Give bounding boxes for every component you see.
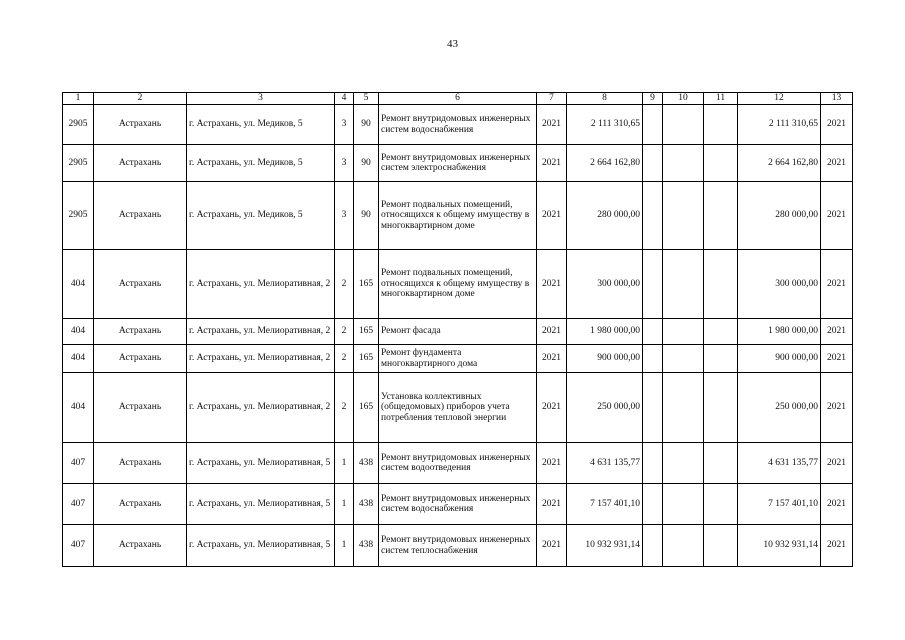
total-cell: 1 980 000,00 — [738, 319, 821, 345]
year-cell: 2021 — [537, 250, 567, 319]
area-cell: 165 — [354, 373, 379, 443]
cost-cell: 10 932 931,14 — [567, 525, 643, 567]
work-type-cell: Установка коллективных (общедомовых) приборов учета потребления тепловой энергии — [379, 373, 537, 443]
address-cell: г. Астрахань, ул. Мелиоративная, 5 — [187, 525, 335, 567]
completion-year-cell: 2021 — [821, 373, 853, 443]
record-id-cell: 404 — [63, 250, 94, 319]
year-cell: 2021 — [537, 484, 567, 525]
address-cell: г. Астрахань, ул. Медиков, 5 — [187, 182, 335, 250]
empty-cell — [663, 443, 704, 484]
municipality-cell: Астрахань — [94, 525, 187, 567]
year-cell: 2021 — [537, 345, 567, 373]
area-cell: 165 — [354, 319, 379, 345]
column-header: 13 — [821, 93, 853, 105]
total-cell: 280 000,00 — [738, 182, 821, 250]
municipality-cell: Астрахань — [94, 443, 187, 484]
table-row — [63, 345, 853, 373]
work-type-cell: Ремонт внутридомовых инженерных систем теплоснабжения — [379, 525, 537, 567]
column-header: 2 — [94, 93, 187, 105]
empty-cell — [704, 182, 738, 250]
completion-year-cell: 2021 — [821, 319, 853, 345]
empty-cell — [704, 525, 738, 567]
address-cell: г. Астрахань, ул. Мелиоративная, 5 — [187, 484, 335, 525]
address-cell: г. Астрахань, ул. Мелиоративная, 2 — [187, 319, 335, 345]
empty-cell — [663, 373, 704, 443]
address-cell: г. Астрахань, ул. Мелиоративная, 2 — [187, 373, 335, 443]
floors-cell: 1 — [335, 525, 354, 567]
completion-year-cell: 2021 — [821, 484, 853, 525]
completion-year-cell: 2021 — [821, 250, 853, 319]
year-cell: 2021 — [537, 319, 567, 345]
floors-cell: 2 — [335, 250, 354, 319]
empty-cell — [704, 484, 738, 525]
column-header: 7 — [537, 93, 567, 105]
completion-year-cell: 2021 — [821, 182, 853, 250]
total-cell: 900 000,00 — [738, 345, 821, 373]
work-type-cell: Ремонт фасада — [379, 319, 537, 345]
municipality-cell: Астрахань — [94, 319, 187, 345]
record-id-cell: 407 — [63, 484, 94, 525]
work-type-cell: Ремонт подвальных помещений, относящихся к общему имуществу в многоквартирном доме — [379, 182, 537, 250]
cost-cell: 4 631 135,77 — [567, 443, 643, 484]
completion-year-cell: 2021 — [821, 105, 853, 145]
floors-cell: 2 — [335, 345, 354, 373]
completion-year-cell: 2021 — [821, 345, 853, 373]
completion-year-cell: 2021 — [821, 443, 853, 484]
record-id-cell: 407 — [63, 525, 94, 567]
empty-cell — [704, 443, 738, 484]
record-id-cell: 404 — [63, 319, 94, 345]
empty-cell — [704, 319, 738, 345]
floors-cell: 3 — [335, 182, 354, 250]
table-row — [63, 484, 853, 525]
year-cell: 2021 — [537, 443, 567, 484]
area-cell: 165 — [354, 250, 379, 319]
empty-cell — [663, 345, 704, 373]
cost-cell: 7 157 401,10 — [567, 484, 643, 525]
floors-cell: 1 — [335, 484, 354, 525]
column-header: 5 — [354, 93, 379, 105]
table-row — [63, 182, 853, 250]
total-cell: 7 157 401,10 — [738, 484, 821, 525]
work-type-cell: Ремонт внутридомовых инженерных систем электроснабжения — [379, 145, 537, 182]
empty-cell — [643, 345, 663, 373]
empty-cell — [704, 145, 738, 182]
floors-cell: 2 — [335, 373, 354, 443]
empty-cell — [643, 484, 663, 525]
table-row — [63, 250, 853, 319]
column-header: 3 — [187, 93, 335, 105]
column-header: 10 — [663, 93, 704, 105]
record-id-cell: 2905 — [63, 182, 94, 250]
area-cell: 438 — [354, 443, 379, 484]
table-row — [63, 373, 853, 443]
table-row — [63, 525, 853, 567]
page-number: 43 — [447, 38, 458, 50]
floors-cell: 2 — [335, 319, 354, 345]
cost-cell: 900 000,00 — [567, 345, 643, 373]
table-row — [63, 145, 853, 182]
area-cell: 90 — [354, 145, 379, 182]
empty-cell — [643, 525, 663, 567]
work-type-cell: Ремонт подвальных помещений, относящихся к общему имуществу в многоквартирном доме — [379, 250, 537, 319]
record-id-cell: 407 — [63, 443, 94, 484]
total-cell: 250 000,00 — [738, 373, 821, 443]
area-cell: 438 — [354, 525, 379, 567]
empty-cell — [663, 525, 704, 567]
column-header: 8 — [567, 93, 643, 105]
floors-cell: 3 — [335, 145, 354, 182]
address-cell: г. Астрахань, ул. Мелиоративная, 5 — [187, 443, 335, 484]
municipality-cell: Астрахань — [94, 345, 187, 373]
empty-cell — [643, 182, 663, 250]
work-type-cell: Ремонт фундамента многоквартирного дома — [379, 345, 537, 373]
work-type-cell: Ремонт внутридомовых инженерных систем водоснабжения — [379, 484, 537, 525]
completion-year-cell: 2021 — [821, 145, 853, 182]
empty-cell — [643, 105, 663, 145]
area-cell: 90 — [354, 182, 379, 250]
year-cell: 2021 — [537, 145, 567, 182]
address-cell: г. Астрахань, ул. Медиков, 5 — [187, 105, 335, 145]
address-cell: г. Астрахань, ул. Мелиоративная, 2 — [187, 250, 335, 319]
floors-cell: 1 — [335, 443, 354, 484]
municipality-cell: Астрахань — [94, 250, 187, 319]
total-cell: 2 111 310,65 — [738, 105, 821, 145]
empty-cell — [704, 373, 738, 443]
cost-cell: 2 111 310,65 — [567, 105, 643, 145]
empty-cell — [704, 250, 738, 319]
total-cell: 4 631 135,77 — [738, 443, 821, 484]
address-cell: г. Астрахань, ул. Медиков, 5 — [187, 145, 335, 182]
empty-cell — [643, 373, 663, 443]
empty-cell — [704, 105, 738, 145]
municipality-cell: Астрахань — [94, 145, 187, 182]
year-cell: 2021 — [537, 182, 567, 250]
area-cell: 165 — [354, 345, 379, 373]
record-id-cell: 2905 — [63, 105, 94, 145]
empty-cell — [643, 145, 663, 182]
column-header: 1 — [63, 93, 94, 105]
municipality-cell: Астрахань — [94, 182, 187, 250]
column-number-row — [63, 93, 853, 105]
empty-cell — [663, 145, 704, 182]
empty-cell — [663, 250, 704, 319]
municipality-cell: Астрахань — [94, 373, 187, 443]
cost-cell: 280 000,00 — [567, 182, 643, 250]
column-header: 11 — [704, 93, 738, 105]
empty-cell — [643, 250, 663, 319]
empty-cell — [643, 443, 663, 484]
total-cell: 300 000,00 — [738, 250, 821, 319]
cost-cell: 1 980 000,00 — [567, 319, 643, 345]
cost-cell: 300 000,00 — [567, 250, 643, 319]
year-cell: 2021 — [537, 105, 567, 145]
cost-cell: 2 664 162,80 — [567, 145, 643, 182]
address-cell: г. Астрахань, ул. Мелиоративная, 2 — [187, 345, 335, 373]
work-type-cell: Ремонт внутридомовых инженерных систем водоснабжения — [379, 105, 537, 145]
total-cell: 2 664 162,80 — [738, 145, 821, 182]
program-table — [62, 92, 853, 567]
column-header: 12 — [738, 93, 821, 105]
empty-cell — [663, 319, 704, 345]
completion-year-cell: 2021 — [821, 525, 853, 567]
area-cell: 438 — [354, 484, 379, 525]
table-row — [63, 443, 853, 484]
table-row — [63, 105, 853, 145]
column-header: 4 — [335, 93, 354, 105]
table-row — [63, 319, 853, 345]
year-cell: 2021 — [537, 373, 567, 443]
record-id-cell: 2905 — [63, 145, 94, 182]
total-cell: 10 932 931,14 — [738, 525, 821, 567]
record-id-cell: 404 — [63, 345, 94, 373]
record-id-cell: 404 — [63, 373, 94, 443]
area-cell: 90 — [354, 105, 379, 145]
column-header: 9 — [643, 93, 663, 105]
cost-cell: 250 000,00 — [567, 373, 643, 443]
municipality-cell: Астрахань — [94, 105, 187, 145]
municipality-cell: Астрахань — [94, 484, 187, 525]
work-type-cell: Ремонт внутридомовых инженерных систем водоотведения — [379, 443, 537, 484]
empty-cell — [704, 345, 738, 373]
empty-cell — [663, 105, 704, 145]
column-header: 6 — [379, 93, 537, 105]
floors-cell: 3 — [335, 105, 354, 145]
year-cell: 2021 — [537, 525, 567, 567]
empty-cell — [663, 484, 704, 525]
empty-cell — [643, 319, 663, 345]
empty-cell — [663, 182, 704, 250]
